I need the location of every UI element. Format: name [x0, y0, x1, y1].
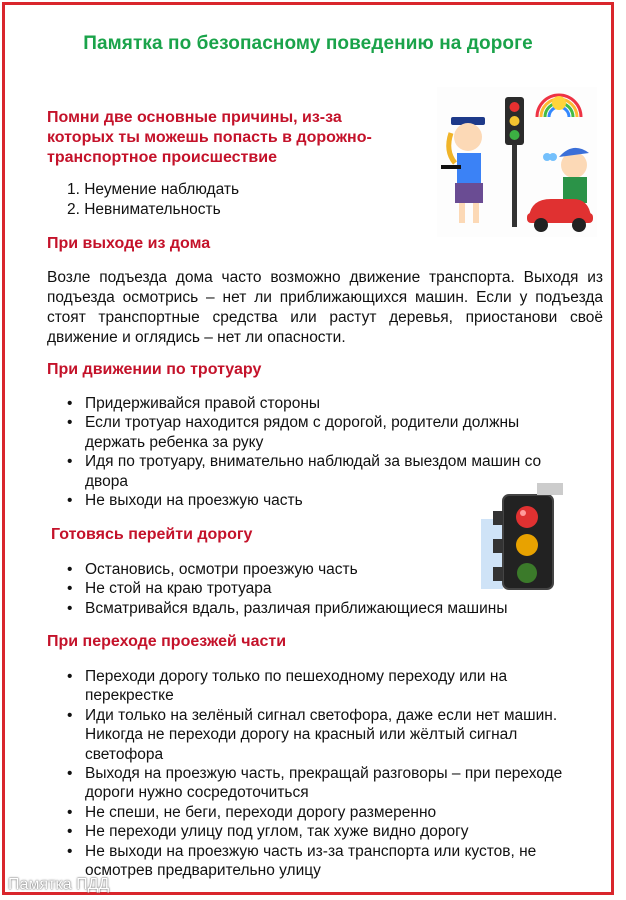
prepare-crossing-list [67, 560, 587, 618]
page-title: Памятка по безопасному поведению на дороге [83, 33, 533, 54]
list-item: • Не выходи на проезжую часть [67, 491, 587, 510]
watermark: Памятка ПДД [8, 876, 110, 893]
paragraph-leaving-home: Возле подъезда дома часто возможно движение транспорта. Выходя из подъезда осмотрись – нет ли приближающихся машин. Если у подъезда стоят транспортные средства или растут деревья, приостанови своё движение и оглядись – нет ли опасности. [47, 269, 603, 346]
list-item: • Придерживайся правой стороны [67, 394, 587, 413]
page-frame [2, 2, 614, 895]
list-item: • Идя по тротуару, внимательно наблюдай за выездом машин со двора [67, 452, 575, 491]
section-heading-leaving-home: При выходе из дома [47, 235, 211, 252]
section-heading-causes [47, 108, 372, 168]
section-heading-crossing: При переходе проезжей части [47, 633, 287, 650]
list-item: • Остановись, осмотри проезжую часть [67, 560, 587, 579]
list-item: • Не стой на краю тротуара [67, 579, 587, 598]
list-item: • Не спеши, не беги, переходи дорогу размеренно [67, 803, 572, 822]
section-heading-sidewalk: При движении по тротуару [47, 361, 262, 378]
list-item: • Переходи дорогу только по пешеходному переходу или на перекрестке [67, 667, 572, 706]
crossing-list [67, 667, 572, 880]
list-item: 1. Неумение наблюдать [67, 181, 240, 198]
list-item: • Не выходи на проезжую часть из-за транспорта или кустов, не осмотрев предварительно улицу [67, 842, 572, 881]
kids-traffic-light-illustration [437, 87, 597, 237]
list-item: • Не переходи улицу под углом, так хуже видно дорогу [67, 822, 572, 841]
list-item: • Выходя на проезжую часть, прекращай разговоры – при переходе дороги нужно сосредоточиться [67, 764, 572, 803]
heading-line: которых ты можешь попасть в дорожно- [47, 129, 372, 146]
heading-line: Помни две основные причины, из-за [47, 109, 342, 126]
section-heading-prepare-crossing: Готовясь перейти дорогу [51, 526, 253, 543]
list-item: • Иди только на зелёный сигнал светофора, даже если нет машин. Никогда не переходи дорогу на красный или жёлтый сигнал светофора [67, 706, 572, 764]
list-item: • Если тротуар находится рядом с дорогой, родители должны держать ребенка за руку [67, 413, 575, 452]
heading-line: транспортное происшествие [47, 149, 277, 166]
list-item: • Всматривайся вдаль, различая приближающиеся машины [67, 599, 587, 618]
causes-list [67, 180, 239, 220]
list-item: 2. Невнимательность [67, 201, 221, 218]
